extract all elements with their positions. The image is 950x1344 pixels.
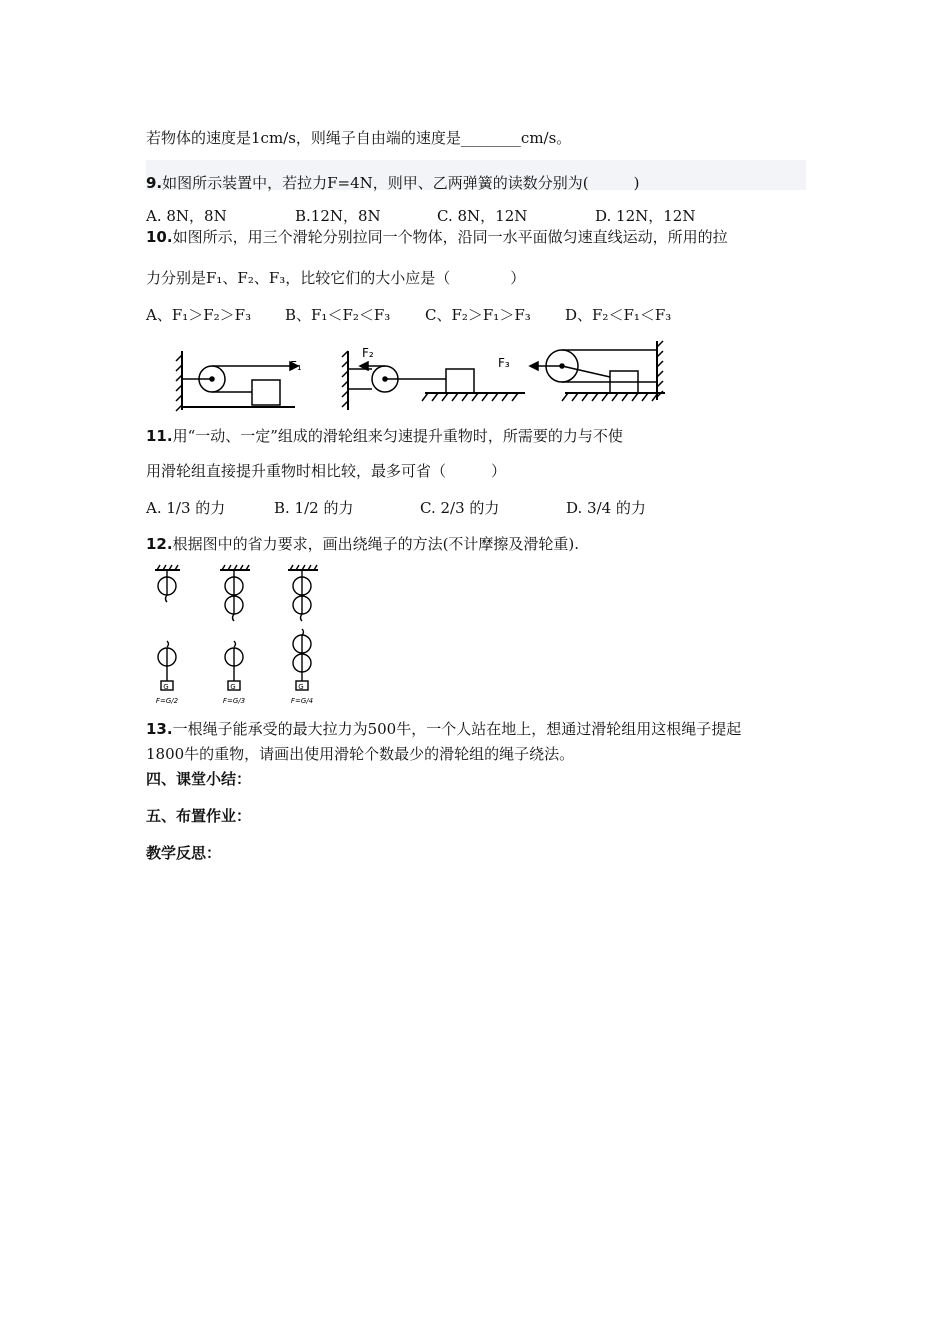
pulley-set-1 (155, 565, 180, 690)
q11-stem-text: 用“一动、一定”组成的滑轮组来匀速提升重物时，所需要的力与不使 (172, 427, 623, 445)
q9-number: 9. (146, 174, 163, 192)
arrow-icon (530, 362, 538, 370)
q13-stem (146, 719, 741, 739)
weight-label-1: G (163, 683, 169, 691)
q9-option-c: C. 8N，12N (437, 207, 528, 225)
label-f1: F₁ (290, 359, 302, 373)
q9-stem (146, 173, 640, 193)
q10-stem (146, 227, 728, 247)
q9-option-d: D. 12N，12N (595, 207, 696, 225)
q10-figure (170, 335, 680, 415)
q13-stem-text: 一根绳子能承受的最大拉力为500牛，一个人站在地上，想通过滑轮组用这根绳子提起 (172, 720, 742, 738)
q11-stem (146, 426, 623, 446)
label-f2: F₂ (362, 346, 374, 360)
section-summary: 四、课堂小结： (146, 770, 252, 788)
q8-text: 若物体的速度是1cm/s，则绳子自由端的速度是________cm/s。 (146, 129, 572, 147)
q13-stem-2: 1800牛的重物，请画出使用滑轮个数最少的滑轮组的绳子绕法。 (146, 745, 575, 763)
diagram-1 (176, 351, 298, 411)
q9-stem-text: 如图所示装置中，若拉力F=4N，则甲、乙两弹簧的读数分别为( ) (162, 174, 640, 192)
q11-option-d: D. 3/4 的力 (566, 499, 646, 517)
q10-stem-text: 如图所示，用三个滑轮分别拉同一个物体，沿同一水平面做匀速直线运动，所用的拉 (172, 228, 728, 246)
q11-stem-2: 用滑轮组直接提升重物时相比较，最多可省（ ） (146, 462, 507, 480)
q13-number: 13. (146, 720, 173, 738)
label-f3: F₃ (498, 356, 510, 370)
q10-option-c: C、F₂＞F₁＞F₃ (425, 306, 531, 324)
force-label-3: F=G/4 (290, 697, 314, 705)
weight-label-3: G (298, 683, 304, 691)
q10-option-a: A、F₁＞F₂＞F₃ (146, 306, 252, 324)
pulley-set-2 (220, 565, 250, 690)
block-icon (446, 369, 474, 393)
q11-option-b: B. 1/2 的力 (274, 499, 354, 517)
section-reflection: 教学反思： (146, 844, 222, 862)
section-homework: 五、布置作业： (146, 807, 252, 825)
block-icon (252, 380, 280, 405)
weight-label-2: G (230, 683, 236, 691)
q10-number: 10. (146, 228, 173, 246)
q9-option-a: A. 8N，8N (146, 207, 227, 225)
q12-stem-text: 根据图中的省力要求，画出绕绳子的方法(不计摩擦及滑轮重). (172, 535, 580, 553)
q10-stem-2: 力分别是F₁、F₂、F₃，比较它们的大小应是（ ） (146, 269, 526, 287)
q12-figure (140, 563, 340, 708)
q10-option-d: D、F₂＜F₁＜F₃ (565, 306, 672, 324)
q11-number: 11. (146, 427, 173, 445)
pulley-set-3 (288, 565, 318, 690)
q12-number: 12. (146, 535, 173, 553)
q9-option-b: B.12N，8N (295, 207, 381, 225)
q11-option-c: C. 2/3 的力 (420, 499, 500, 517)
force-label-2: F=G/3 (222, 697, 246, 705)
q12-stem (146, 534, 579, 554)
q11-option-a: A. 1/3 的力 (146, 499, 226, 517)
force-label-1: F=G/2 (155, 697, 179, 705)
diagram-3 (530, 341, 665, 401)
q10-option-b: B、F₁＜F₂＜F₃ (285, 306, 391, 324)
